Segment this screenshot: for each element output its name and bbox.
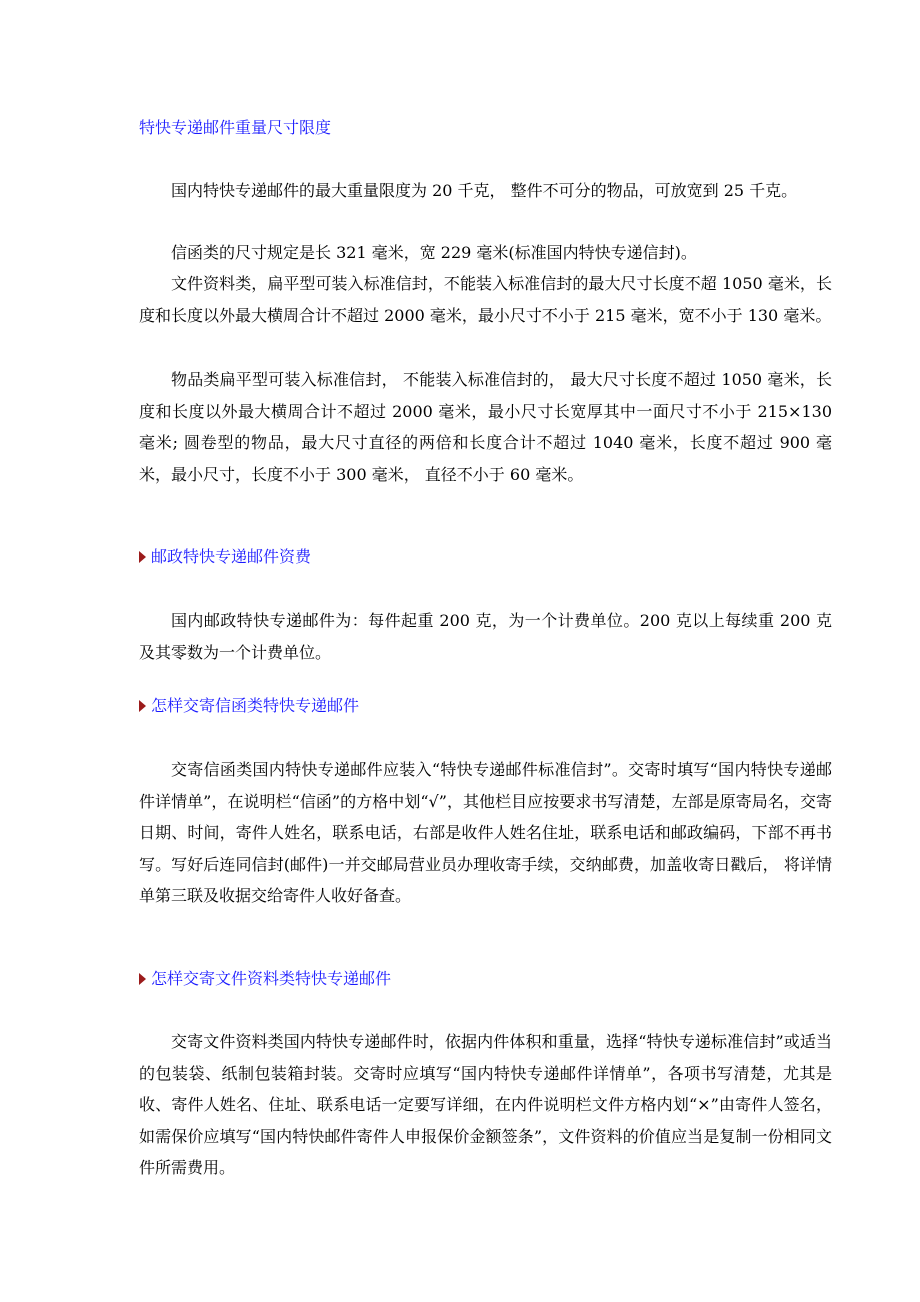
section-heading-fees[interactable] xyxy=(139,547,311,567)
section-heading-weight-size[interactable] xyxy=(139,118,331,138)
paragraph: 交寄文件资料类国内特快专递邮件时，依据内件体积和重量，选择“特快专递标准信封”或适当的包装袋、纸制包装箱封装。交寄时应填写“国内特快专递邮件详情单”，各项书写清楚，尤其是收、寄件人姓名、住址、联系电话一定要写详细，在内件说明栏文件方格内划“×”由寄件人签名，如需保价应填写“国内特快邮件寄件人申报保价金额签条”，文件资料的价值应当是复制一份相同文件所需费用。 xyxy=(139,1032,832,1177)
section-heading-document-mail[interactable] xyxy=(139,969,391,989)
paragraph: 国内特快专递邮件的最大重量限度为 20 千克， 整件不可分的物品，可放宽到 25 千克。 xyxy=(171,181,798,200)
section-title: 特快专递邮件重量尺寸限度 xyxy=(139,118,332,137)
paragraph: 国内邮政特快专递邮件为：每件起重 200 克，为一个计费单位。200 克以上每续重 200 克及其零数为一个计费单位。 xyxy=(139,611,832,662)
paragraph: 信函类的尺寸规定是长 321 毫米，宽 229 毫米(标准国内特快专递信封)。 xyxy=(171,243,697,262)
paragraph: 物品类扁平型可装入标准信封， 不能装入标准信封的， 最大尺寸长度不超过 1050 毫米，长度和长度以外最大横周合计不超过 2000 毫米，最小尺寸长宽厚其中一面尺寸不小于 215×130 毫米; 圆卷型的物品，最大尺寸直径的两倍和长度合计不超过 1040 毫米，长度不超过 900 毫米，最小尺寸，长度不小于 300 毫米， 直径不小于 60 毫米。 xyxy=(139,370,832,484)
section-title: 怎样交寄文件资料类特快专递邮件 xyxy=(151,969,392,988)
section-title: 邮政特快专递邮件资费 xyxy=(151,547,312,566)
paragraph: 交寄信函类国内特快专递邮件应装入“特快专递邮件标准信封”。交寄时填写“国内特快专递邮件详情单”，在说明栏“信函”的方格中划“√”，其他栏目应按要求书写清楚，左部是原寄局名，交寄日期、时间，寄件人姓名，联系电话，右部是收件人姓名住址，联系电话和邮政编码，下部不再书写。写好后连同信封(邮件)一并交邮局营业员办理收寄手续，交纳邮费，加盖收寄日戳后， 将详情单第三联及收据交给寄件人收好备查。 xyxy=(139,760,832,905)
paragraph: 文件资料类，扁平型可装入标准信封，不能装入标准信封的最大尺寸长度不超 1050 毫米，长度和长度以外最大横周合计不超过 2000 毫米，最小尺寸不小于 215 毫米，宽不小于 130 毫米。 xyxy=(139,274,832,325)
triangle-bullet-icon xyxy=(139,700,146,712)
triangle-bullet-icon xyxy=(139,973,146,985)
section-title: 怎样交寄信函类特快专递邮件 xyxy=(151,696,360,715)
section-heading-letter-mail[interactable] xyxy=(139,696,359,716)
triangle-bullet-icon xyxy=(139,551,146,563)
